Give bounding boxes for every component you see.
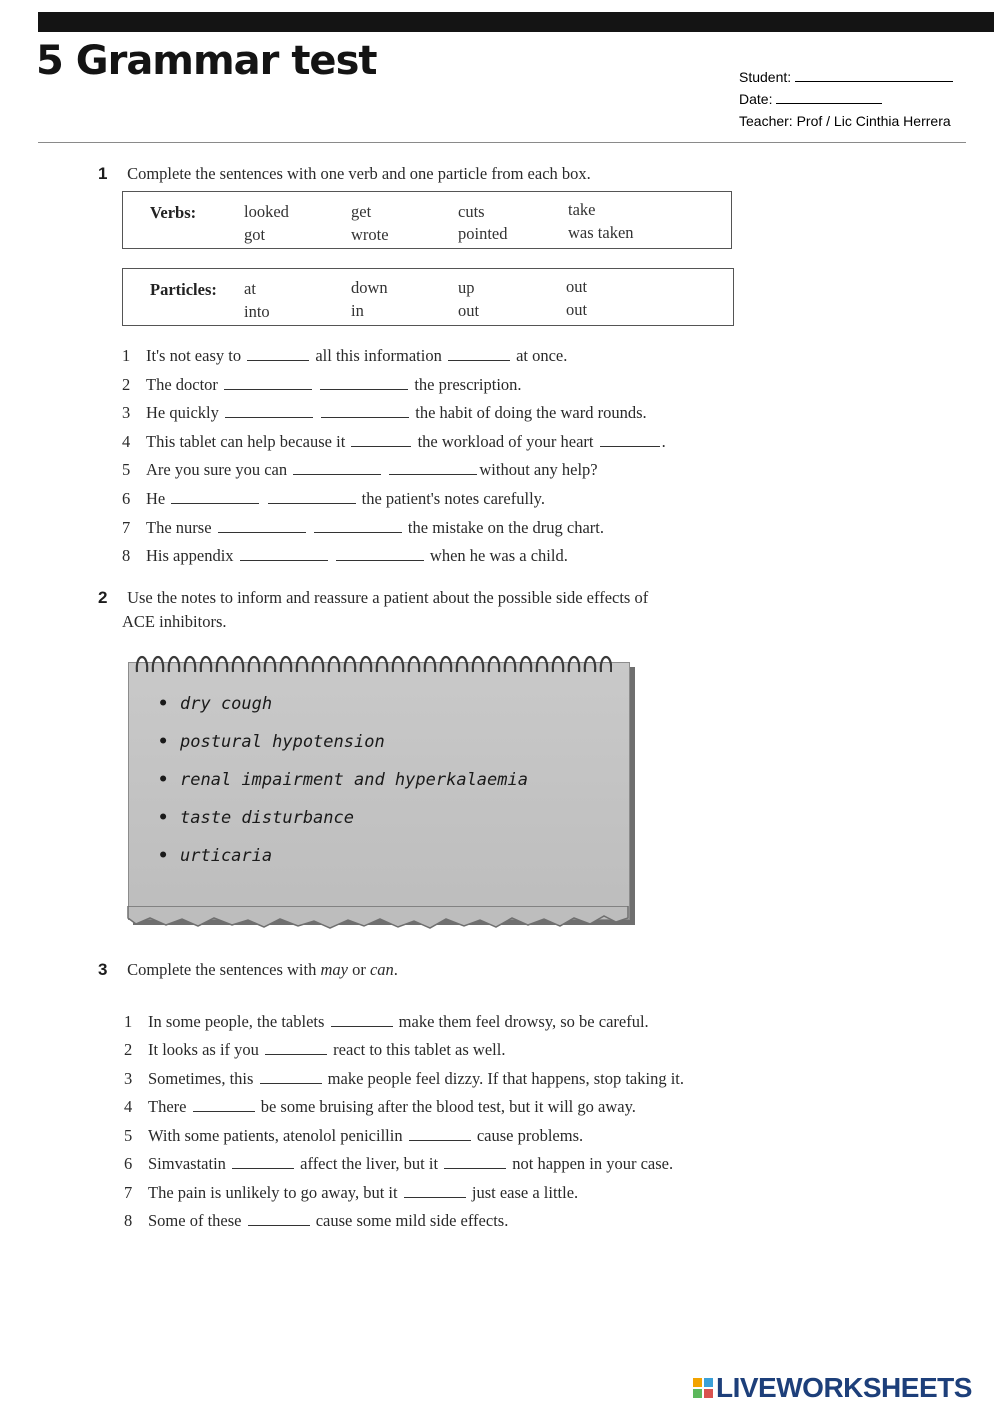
spiral-coil [457,657,467,672]
spiral-coil [441,657,451,672]
sentence-text: not happen in your case. [512,1154,674,1173]
spiral-coil [313,657,323,672]
notepad-illustration [124,646,636,934]
sentence-text: His appendix [146,546,234,565]
sentence-text: He [146,489,166,508]
student-name-blank[interactable] [795,67,953,82]
sentence-number: 7 [124,1183,133,1202]
spiral-coil [265,657,275,672]
verb-word: was taken [568,223,634,242]
answer-blank[interactable] [351,434,411,447]
ex3-sentence-7 [124,1183,578,1203]
answer-blank[interactable] [600,434,660,447]
verb-word: take [568,200,596,219]
sentence-text: It's not easy to [146,346,242,365]
spiral-coil [217,657,227,672]
spiral-coil [281,657,291,672]
ex1-sentence-2 [122,375,522,395]
spiral-coil [585,657,595,672]
answer-blank[interactable] [171,491,259,504]
ex1-sentence-3 [122,403,647,423]
sentence-text: react to this tablet as well. [333,1040,506,1059]
teacher-row [739,110,953,132]
particles-box [122,268,734,326]
bullet-icon: • [158,808,169,828]
answer-blank[interactable] [218,520,306,533]
bullet-icon: • [158,770,169,790]
particle-word: out [566,277,588,296]
sentence-number: 3 [124,1069,133,1088]
bullet-icon: • [158,846,169,866]
note-text: urticaria [180,846,273,866]
verb-word: cuts [458,202,485,221]
ex3-sentence-1 [124,1012,649,1032]
answer-blank[interactable] [265,1042,327,1055]
spiral-coil [473,657,483,672]
ex1-sentence-5 [122,460,598,480]
spiral-coil [505,657,515,672]
answer-blank[interactable] [409,1128,471,1141]
ex3-sentence-3 [124,1069,684,1089]
sentence-text: just ease a little. [471,1183,579,1202]
note-item [158,808,528,846]
sentence-text: There [148,1097,187,1116]
instruction-text: Complete the sentences with [127,960,317,979]
sentence-number: 6 [124,1154,133,1173]
verbs-box [122,191,732,249]
verbs-label: Verbs: [150,203,197,222]
answer-blank[interactable] [336,548,424,561]
exercise-2-heading-cont [122,612,227,632]
exercise-3-number: 3 [98,960,108,979]
sentence-number: 8 [122,546,131,565]
verb-word: get [351,202,372,221]
answer-blank[interactable] [260,1071,322,1084]
sentence-text: Are you sure you can [146,460,288,479]
student-info [739,66,953,132]
spiral-binding-icon [132,646,612,680]
answer-blank[interactable] [444,1156,506,1169]
exercise-1-instruction: Complete the sentences with one verb and one particle from each box. [127,164,591,183]
answer-blank[interactable] [224,377,312,390]
sentence-text: This tablet can help because it [146,432,346,451]
sentence-text: Simvastatin [148,1154,226,1173]
exercise-2-number: 2 [98,588,108,607]
spiral-coil [297,657,307,672]
note-text: taste disturbance [180,808,354,828]
ex1-sentence-6 [122,489,545,509]
sentence-text: the patient's notes carefully. [361,489,545,508]
answer-blank[interactable] [293,462,381,475]
ex1-sentence-4 [122,432,666,452]
sentence-text: affect the liver, but it [300,1154,439,1173]
spiral-coil [393,657,403,672]
sentence-number: 3 [122,403,131,422]
ex3-sentence-6 [124,1154,673,1174]
answer-blank[interactable] [331,1014,393,1027]
ex1-sentence-8 [122,546,568,566]
sentence-text: the prescription. [414,375,522,394]
particles-label: Particles: [150,280,217,299]
ex1-sentence-1 [122,346,567,366]
ex3-sentence-5 [124,1126,583,1146]
exercise-3-heading [98,960,398,980]
sentence-text: the mistake on the drug chart. [407,518,605,537]
sentence-number: 1 [122,346,131,365]
particle-word: out [566,300,588,319]
exercise-3-instruction: Complete the sentences with may or can. [127,960,398,979]
sentence-text: The doctor [146,375,218,394]
sentence-number: 2 [124,1040,133,1059]
teacher-label: Teacher: Prof / Lic Cinthia Herrera [739,113,951,129]
side-effects-list [158,694,528,884]
answer-blank[interactable] [404,1185,466,1198]
liveworksheets-logo-icon [692,1377,714,1399]
exercise-2-heading [98,588,648,608]
sentence-text: Some of these [148,1211,242,1230]
sentence-text: be some bruising after the blood test, but it will go away. [260,1097,636,1116]
sentence-number: 5 [124,1126,133,1145]
spiral-coil [537,657,547,672]
ex3-sentence-2 [124,1040,505,1060]
answer-blank[interactable] [448,348,510,361]
sentence-text: at once. [516,346,568,365]
date-label: Date: [739,91,773,107]
sentence-text: the habit of doing the ward rounds. [415,403,647,422]
spiral-coil [521,657,531,672]
particle-word: at [244,279,256,298]
sentence-number: 1 [124,1012,133,1031]
spiral-coil [601,657,611,672]
sentence-number: 5 [122,460,131,479]
spiral-coil [425,657,435,672]
answer-blank[interactable] [320,377,408,390]
sentence-text: all this information [315,346,442,365]
ex3-sentence-4 [124,1097,636,1117]
exercise-2-instruction-line1: Use the notes to inform and reassure a patient about the possible side effects of [127,588,649,607]
particle-word: in [351,301,364,320]
sentence-text: Sometimes, this [148,1069,254,1088]
answer-blank[interactable] [321,405,409,418]
exercise-1-number: 1 [98,164,108,183]
sentence-text: cause some mild side effects. [315,1211,509,1230]
date-row [739,88,953,110]
student-row [739,66,953,88]
sentence-text: make them feel drowsy, so be careful. [398,1012,649,1031]
date-blank[interactable] [776,89,882,104]
sentence-text: The nurse [146,518,212,537]
spiral-coil [377,657,387,672]
logo-text: LIVEWORKSHEETS [716,1372,972,1403]
sentence-number: 2 [122,375,131,394]
bullet-icon: • [158,694,169,714]
particle-word: down [351,278,388,297]
torn-edge-icon [124,906,636,934]
sentence-text: without any help? [479,460,598,479]
sentence-text: He quickly [146,403,219,422]
spiral-coil [233,657,243,672]
spiral-coil [409,657,419,672]
sentence-text: It looks as if you [148,1040,259,1059]
particle-word: out [458,301,480,320]
particle-word: into [244,302,270,321]
answer-blank[interactable] [248,1213,310,1226]
note-item [158,846,528,884]
spiral-coil [345,657,355,672]
top-bar [38,12,994,32]
answer-blank[interactable] [193,1099,255,1112]
ex3-sentence-8 [124,1211,508,1231]
sentence-text: In some people, the tablets [148,1012,325,1031]
spiral-coil [137,657,147,672]
answer-blank[interactable] [225,405,313,418]
note-text: renal impairment and hyperkalaemia [180,770,528,790]
liveworksheets-logo[interactable] [692,1372,972,1404]
sentence-number: 4 [124,1097,133,1116]
verb-word: got [244,225,266,244]
answer-blank[interactable] [268,491,356,504]
sentence-text: make people feel dizzy. If that happens, stop taking it. [327,1069,684,1088]
student-label: Student: [739,69,792,85]
answer-blank[interactable] [232,1156,294,1169]
sentence-text: . [661,432,666,451]
spiral-coil [553,657,563,672]
verb-word: wrote [351,225,389,244]
sentence-text: when he was a child. [429,546,568,565]
sentence-number: 7 [122,518,131,537]
note-item [158,770,528,808]
header-divider [38,142,966,143]
sentence-text: the workload of your heart [417,432,594,451]
spiral-coil [361,657,371,672]
spiral-coil [153,657,163,672]
answer-blank[interactable] [389,462,477,475]
note-item [158,694,528,732]
instruction-word-can: can [369,960,394,979]
sentence-text: With some patients, atenolol penicillin [148,1126,403,1145]
page-title: 5 Grammar test [36,38,377,84]
answer-blank[interactable] [247,348,309,361]
verb-word: pointed [458,224,508,243]
spiral-coil [249,657,259,672]
sentence-text: The pain is unlikely to go away, but it [148,1183,398,1202]
spiral-coil [185,657,195,672]
spiral-coil [201,657,211,672]
sentence-number: 6 [122,489,131,508]
exercise-1-heading [98,164,591,184]
spiral-coil [489,657,499,672]
spiral-coil [169,657,179,672]
ex1-sentence-7 [122,518,604,538]
answer-blank[interactable] [240,548,328,561]
particle-word: up [458,278,475,297]
note-text: postural hypotension [180,732,385,752]
sentence-number: 8 [124,1211,133,1230]
spiral-coil [569,657,579,672]
sentence-text: cause problems. [476,1126,584,1145]
sentence-number: 4 [122,432,131,451]
answer-blank[interactable] [314,520,402,533]
exercise-2-instruction-line2: ACE inhibitors. [122,612,227,631]
instruction-word-may: may [320,960,348,979]
note-item [158,732,528,770]
spiral-coil [329,657,339,672]
bullet-icon: • [158,732,169,752]
instruction-word-or: or [352,960,366,979]
verb-word: looked [244,202,289,221]
note-text: dry cough [180,694,273,714]
